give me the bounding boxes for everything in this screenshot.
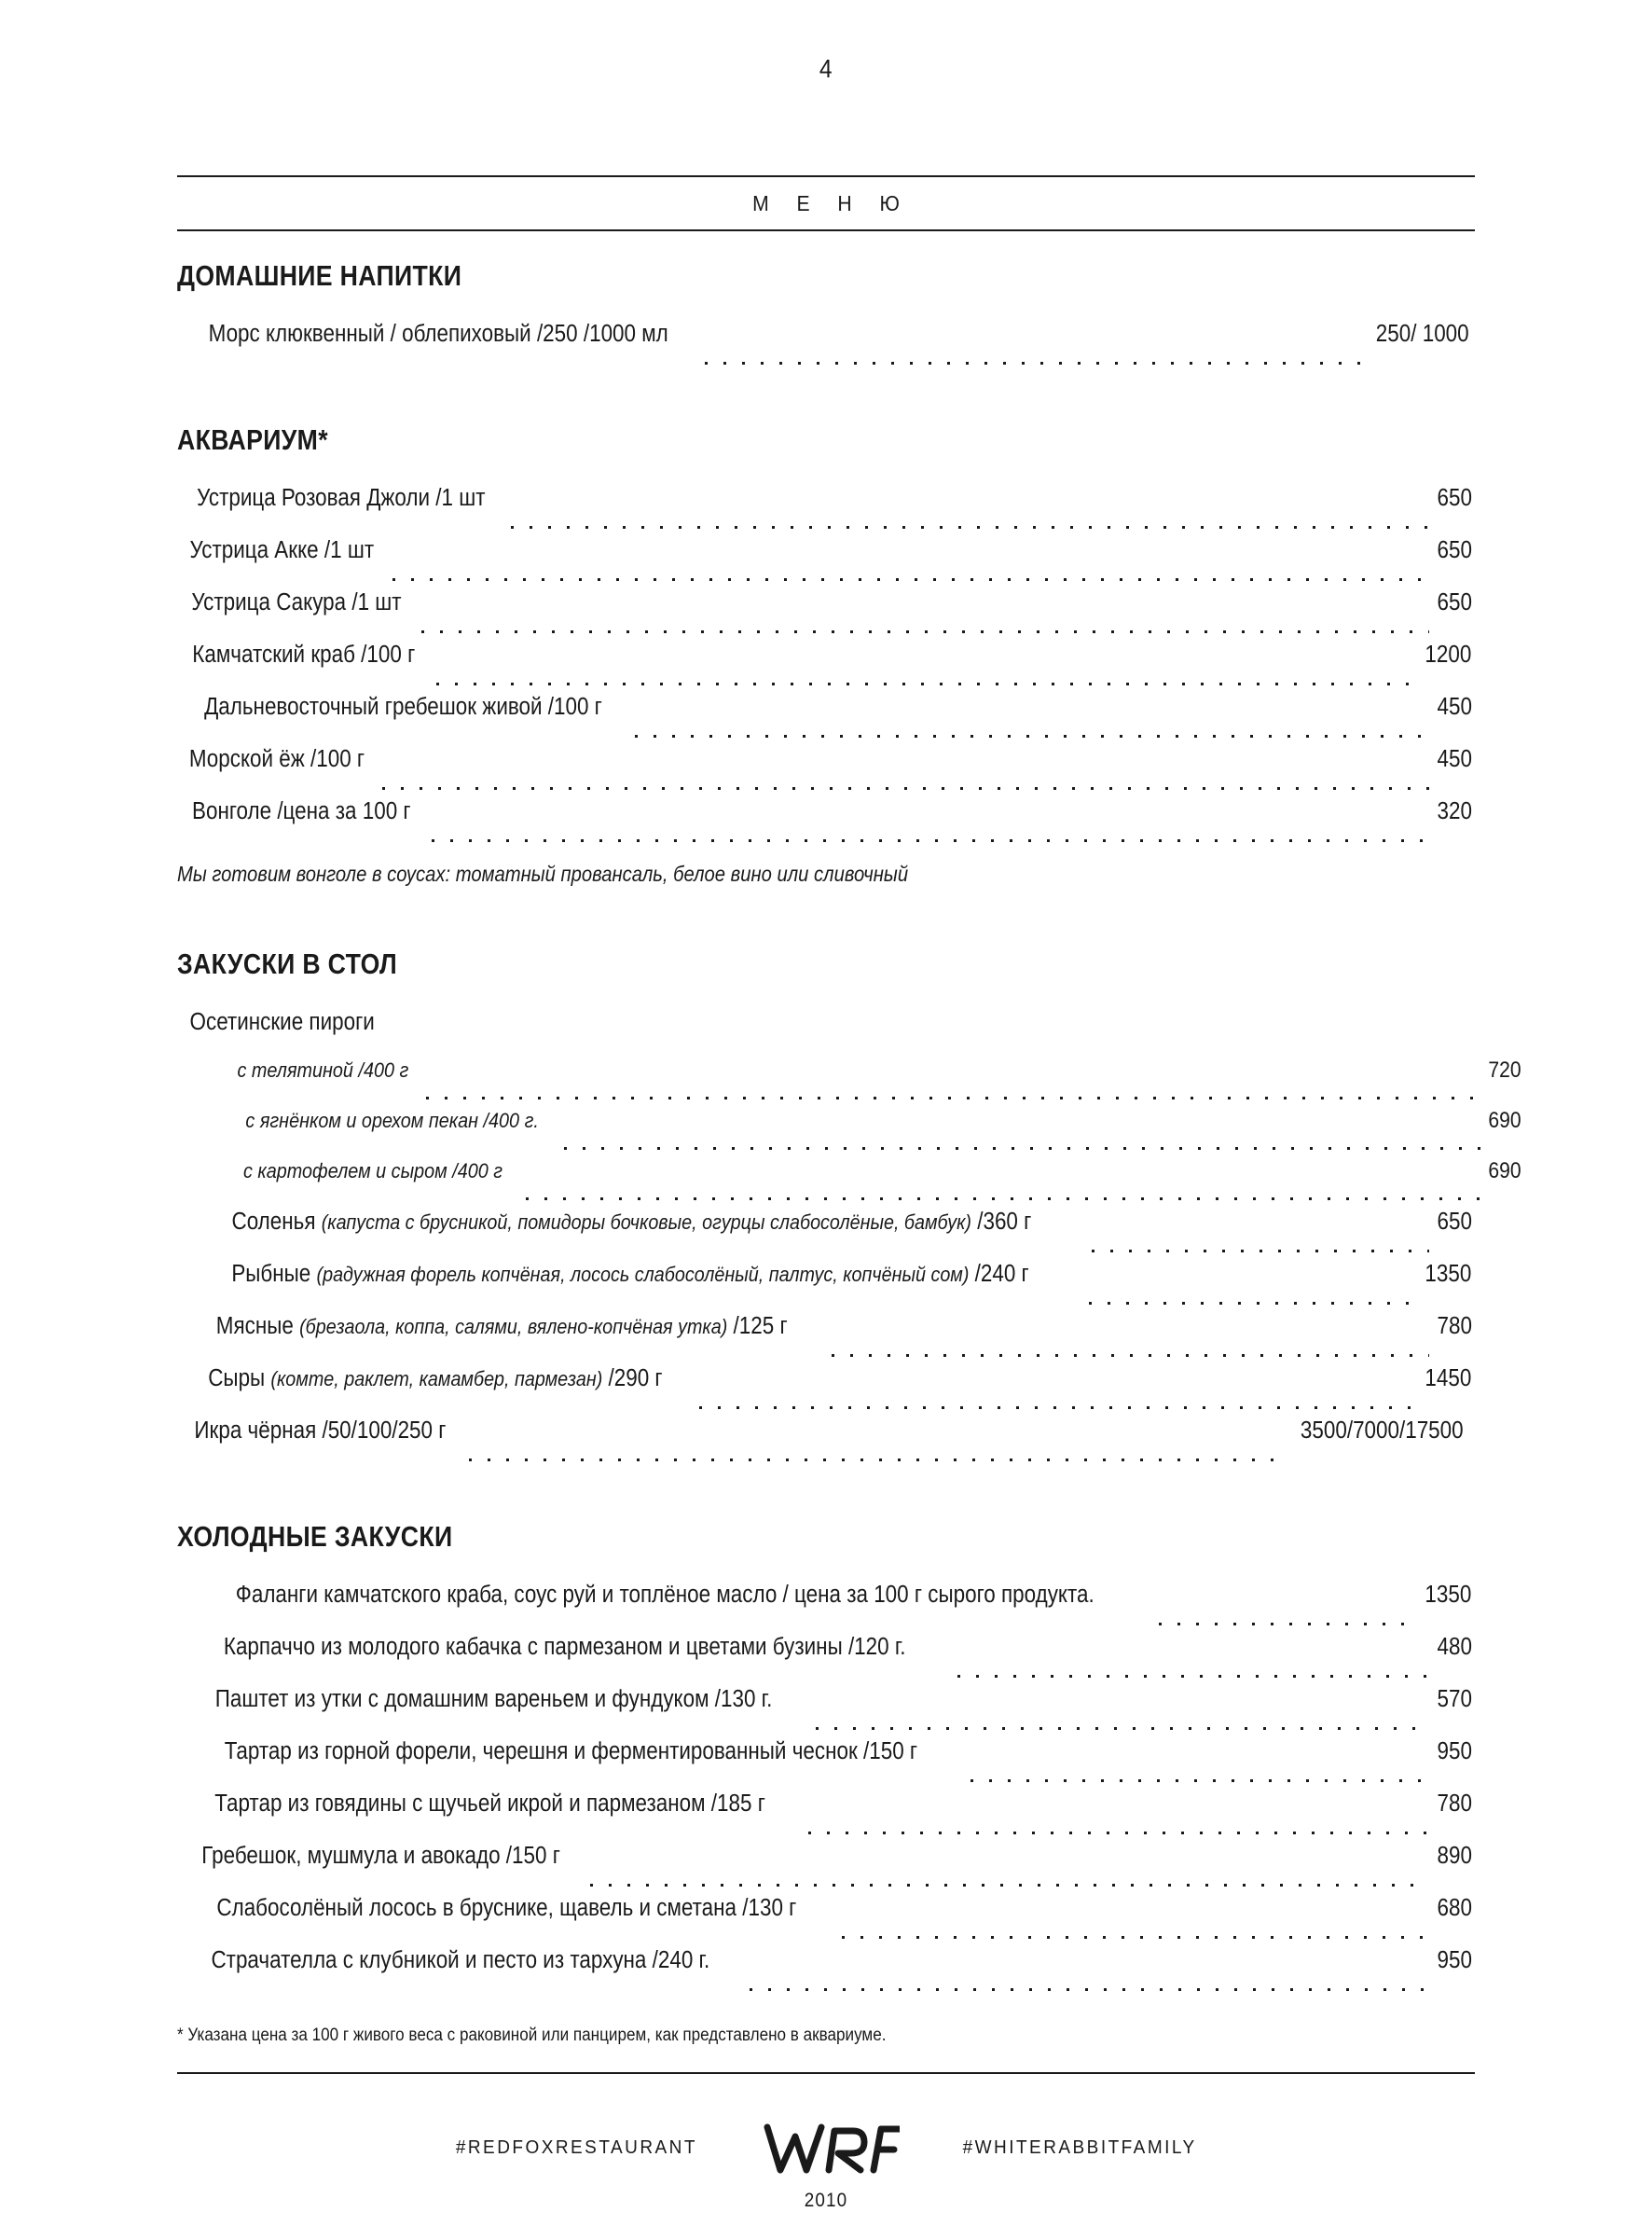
menu-item-name: Морской ёж /100 г	[188, 746, 365, 772]
menu-item-name: Морс клюквенный / облепиховый /250 /1000 мл	[208, 321, 668, 347]
dot-leader	[746, 1980, 1434, 1995]
menu-section	[177, 423, 1475, 947]
menu-item-name: Паштет из утки с домашним вареньем и фундуком /130 г.	[214, 1686, 773, 1712]
hashtag-whiterabbitfamily: #WHITERABBITFAMILY	[962, 2136, 1197, 2158]
menu-item-name: Соленья (капуста с брусникой, помидоры бочковые, огурцы слабосолёные, бамбук) /360 г	[231, 1209, 1032, 1235]
dot-leader	[418, 622, 1434, 637]
menu-item-row	[177, 1791, 1475, 1843]
menu-item-row	[177, 1686, 1475, 1738]
menu-item-row	[177, 1947, 1475, 1999]
menu-item-name: Карпаччо из молодого кабачка с пармезаном и цветами бузины /120 г.	[223, 1634, 906, 1660]
menu-item-price: 450	[1438, 694, 1473, 720]
menu-item-row	[177, 694, 1475, 746]
menu-item-row	[177, 642, 1475, 694]
menu-item-name: Дальневосточный гребешок живой /100 г	[204, 694, 602, 720]
dot-leader	[695, 1398, 1420, 1413]
dot-leader	[465, 1450, 1288, 1465]
wrf-logo-icon	[755, 2113, 904, 2182]
dot-leader	[428, 831, 1434, 846]
menu-item-price: 250/ 1000	[1375, 321, 1469, 347]
menu-item-price: 450	[1438, 746, 1473, 772]
dot-leader	[433, 674, 1421, 689]
spacer	[177, 293, 1475, 321]
menu-section	[177, 947, 1521, 1520]
menu-item-name: Фаланги камчатского краба, соус руй и топлёное масло / цена за 100 г сырого продукта.	[235, 1582, 1094, 1608]
menu-item-row	[177, 1582, 1475, 1634]
menu-item-price: 1350	[1425, 1582, 1472, 1608]
menu-item-name: Слабосолёный лосось в бруснике, щавель и сметана /130 г	[216, 1895, 797, 1921]
menu-item-price: 690	[1488, 1108, 1521, 1133]
menu-item-row	[177, 1261, 1475, 1313]
menu-item-name: Гребешок, мушмула и авокадо /150 г	[201, 1843, 560, 1869]
menu-item-name: Тартар из говядины с щучьей икрой и пармезаном /185 г	[214, 1791, 765, 1817]
menu-item-name: Устрица Сакура /1 шт	[191, 589, 402, 615]
menu-item-name: с телятиной /400 г	[237, 1058, 409, 1082]
menu-item-row	[177, 1895, 1475, 1947]
menu-item-price: 1200	[1425, 642, 1472, 668]
spacer	[177, 457, 1475, 485]
menu-subitem-row	[177, 1058, 1523, 1108]
dot-leader	[422, 1088, 1484, 1103]
footer-divider	[177, 2072, 1475, 2074]
footnote: * Указана цена за 100 г живого веса с раковиной или панцирем, как представлено в аквариуме.	[177, 2026, 887, 2045]
menu-item-name: с ягнёнком и орехом пекан /400 г.	[245, 1109, 539, 1132]
menu-item-price: 950	[1438, 1738, 1473, 1764]
page-number: 4	[819, 54, 833, 83]
menu-item-price: 650	[1438, 589, 1473, 615]
menu-item-row	[177, 1634, 1475, 1686]
menu-item-name: Страчателла с клубникой и песто из тархуна /240 г.	[211, 1947, 710, 1973]
dot-leader	[805, 1823, 1433, 1838]
menu-item-name: Рыбные (радужная форель копчёная, лосось слабосолёный, палтус, копчёный сом) /240 г	[231, 1261, 1029, 1287]
menu-item-row	[177, 1313, 1475, 1365]
menu-item-name: Сыры (комте, раклет, камамбер, пармезан) /290 г	[208, 1365, 663, 1391]
menu-item-name: с картофелем и сыром /400 г	[242, 1159, 503, 1182]
menu-item-price: 1450	[1425, 1365, 1472, 1391]
section-heading: ЗАКУСКИ В СТОЛ	[177, 947, 398, 980]
menu-item-name: Вонголе /цена за 100 г	[191, 798, 411, 824]
page-title: М Е Н Ю	[752, 191, 911, 215]
dot-leader	[379, 779, 1434, 794]
dot-leader	[507, 518, 1434, 532]
section-heading: ДОМАШНИЕ НАПИТКИ	[177, 259, 462, 292]
menu-item-name: Мясные (брезаола, коппа, салями, вялено-копчёная утка) /125 г	[215, 1313, 788, 1339]
menu-section	[177, 259, 1475, 423]
dot-leader	[560, 1139, 1484, 1154]
page-footer	[0, 2087, 1652, 2240]
dot-leader	[954, 1666, 1433, 1681]
menu-item-price: 650	[1438, 537, 1473, 563]
section-note: Мы готовим вонголе в соусах: томатный провансаль, белое вино или сливочный	[177, 862, 909, 886]
menu-item-row	[177, 485, 1475, 537]
menu-item-price: 650	[1438, 485, 1473, 511]
menu-item-row	[177, 321, 1475, 373]
menu-item-name: Камчатский краб /100 г	[192, 642, 416, 668]
menu-item-price: 720	[1488, 1058, 1521, 1083]
menu-item-price: 780	[1438, 1791, 1473, 1817]
menu-item-row	[177, 1365, 1475, 1417]
menu-group-label-row	[177, 1009, 1475, 1058]
menu-item-row	[177, 798, 1475, 850]
menu-item-description: (радужная форель копчёная, лосось слабосолёный, палтус, копчёный сом)	[316, 1263, 970, 1286]
spacer	[177, 1554, 1475, 1582]
spacer	[177, 1470, 1475, 1520]
menu-item-description: (капуста с брусникой, помидоры бочковые, огурцы слабосолёные, бамбук)	[321, 1210, 972, 1234]
menu-item-name: Икра чёрная /50/100/250 г	[194, 1417, 447, 1444]
menu-title-band	[177, 175, 1475, 231]
menu-item-description: (комте, раклет, камамбер, пармезан)	[270, 1367, 603, 1390]
menu-item-price: 320	[1438, 798, 1473, 824]
menu-item-price: 890	[1438, 1843, 1473, 1869]
menu-item-row	[177, 1417, 1475, 1470]
menu-section	[177, 1520, 1475, 1999]
menu-item-row	[177, 746, 1475, 798]
menu-item-price: 680	[1438, 1895, 1473, 1921]
menu-subitem-row	[177, 1158, 1523, 1209]
menu-item-price: 950	[1438, 1947, 1473, 1973]
menu-item-row	[177, 1843, 1475, 1895]
dot-leader	[838, 1928, 1434, 1943]
dot-leader	[1088, 1241, 1434, 1256]
menu-item-description: (брезаола, коппа, салями, вялено-копчёная утка)	[299, 1315, 728, 1338]
menu-item-row	[177, 589, 1475, 642]
hashtag-redfoxrestaurant: #REDFOXRESTAURANT	[455, 2136, 697, 2158]
menu-item-price: 480	[1438, 1634, 1473, 1660]
dot-leader	[1155, 1614, 1421, 1629]
menu-item-price: 650	[1438, 1209, 1473, 1235]
menu-item-price: 690	[1488, 1158, 1521, 1183]
footer-year: 2010	[804, 2190, 848, 2211]
dot-leader	[828, 1346, 1433, 1361]
menu-content	[177, 259, 1521, 1999]
menu-subitem-row	[177, 1108, 1523, 1158]
menu-item-row	[177, 537, 1475, 589]
dot-leader	[522, 1189, 1484, 1204]
spacer	[177, 897, 1475, 947]
menu-item-row	[177, 1209, 1475, 1261]
dot-leader	[1085, 1293, 1420, 1308]
menu-group-label: Осетинские пироги	[189, 1009, 375, 1035]
dot-leader	[389, 570, 1434, 585]
dot-leader	[631, 726, 1433, 741]
menu-item-price: 3500/7000/17500	[1301, 1417, 1465, 1444]
menu-item-price: 1350	[1425, 1261, 1472, 1287]
menu-item-name: Тартар из горной форели, черешня и ферментированный чеснок /150 г	[224, 1738, 918, 1764]
menu-item-row	[177, 1738, 1475, 1791]
menu-item-price: 570	[1438, 1686, 1473, 1712]
dot-leader	[586, 1875, 1433, 1890]
section-heading: ХОЛОДНЫЕ ЗАКУСКИ	[177, 1520, 453, 1553]
menu-item-name: Устрица Акке /1 шт	[189, 537, 375, 563]
dot-leader	[812, 1719, 1433, 1734]
dot-leader	[701, 353, 1367, 368]
dot-leader	[967, 1771, 1434, 1786]
spacer	[177, 981, 1475, 1009]
spacer	[177, 373, 1475, 423]
menu-item-name: Устрица Розовая Джоли /1 шт	[197, 485, 486, 511]
menu-item-price: 780	[1438, 1313, 1473, 1339]
section-heading: АКВАРИУМ*	[177, 423, 328, 456]
